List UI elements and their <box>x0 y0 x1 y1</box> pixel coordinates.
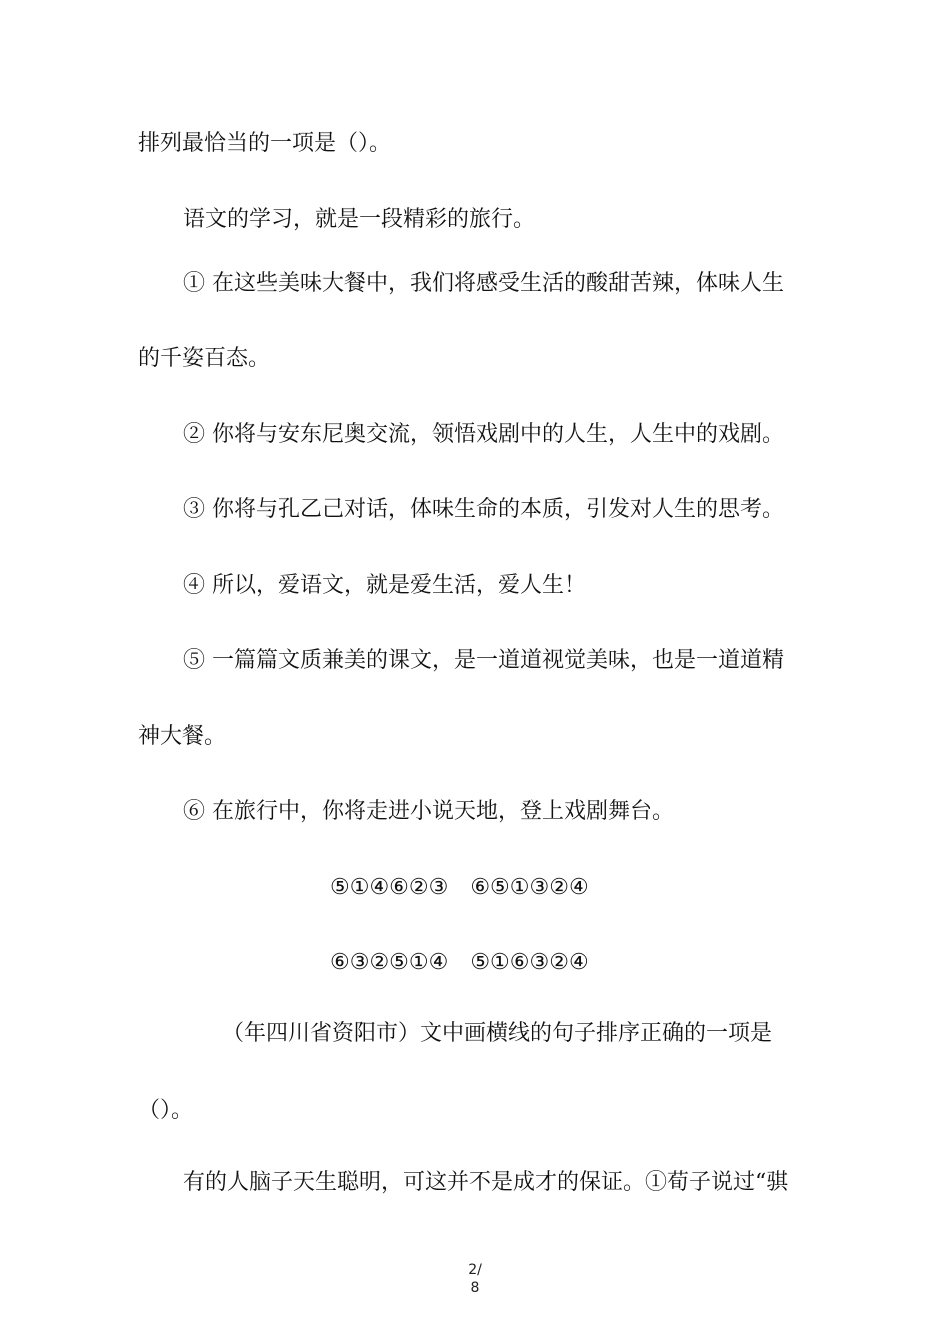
sentence-1-continued: 的千姿百态。 <box>138 346 271 371</box>
next-question-stem-continued: （）。 <box>138 1098 194 1123</box>
sentence-4: ④ 所以，爱语文，就是爱生活，爱人生！ <box>183 573 586 598</box>
sentence-2: ② 你将与安东尼奥交流，领悟戏剧中的人生，人生中的戏剧。 <box>183 422 784 447</box>
page-total: 8 <box>470 1280 480 1296</box>
sentence-6: ⑥ 在旅行中，你将走进小说天地，登上戏剧舞台。 <box>183 799 674 824</box>
page-number: 2/ <box>468 1262 482 1278</box>
next-question-stem: （年四川省资阳市）文中画横线的句子排序正确的一项是 <box>222 1021 773 1046</box>
sentence-5-continued: 神大餐。 <box>138 724 227 749</box>
sentence-5: ⑤ 一篇篇文质兼美的课文，是一道道视觉美味，也是一道道精 <box>183 648 784 673</box>
sentence-1: ① 在这些美味大餐中，我们将感受生活的酸甜苦辣，体味人生 <box>183 271 784 296</box>
sentence-3: ③ 你将与孔乙己对话，体味生命的本质，引发对人生的思考。 <box>183 497 784 522</box>
answer-options-row-1: ⑤①④⑥②③ ⑥⑤①③②④ <box>330 875 589 900</box>
passage-intro-sentence: 语文的学习，就是一段精彩的旅行。 <box>183 207 536 232</box>
question-stem-tail: 排列最恰当的一项是（）。 <box>138 131 392 156</box>
answer-options-row-2: ⑥③②⑤①④ ⑤①⑥③②④ <box>330 950 589 975</box>
next-passage-first-line: 有的人脑子天生聪明，可这并不是成才的保证。①荀子说过“骐 <box>183 1170 789 1195</box>
